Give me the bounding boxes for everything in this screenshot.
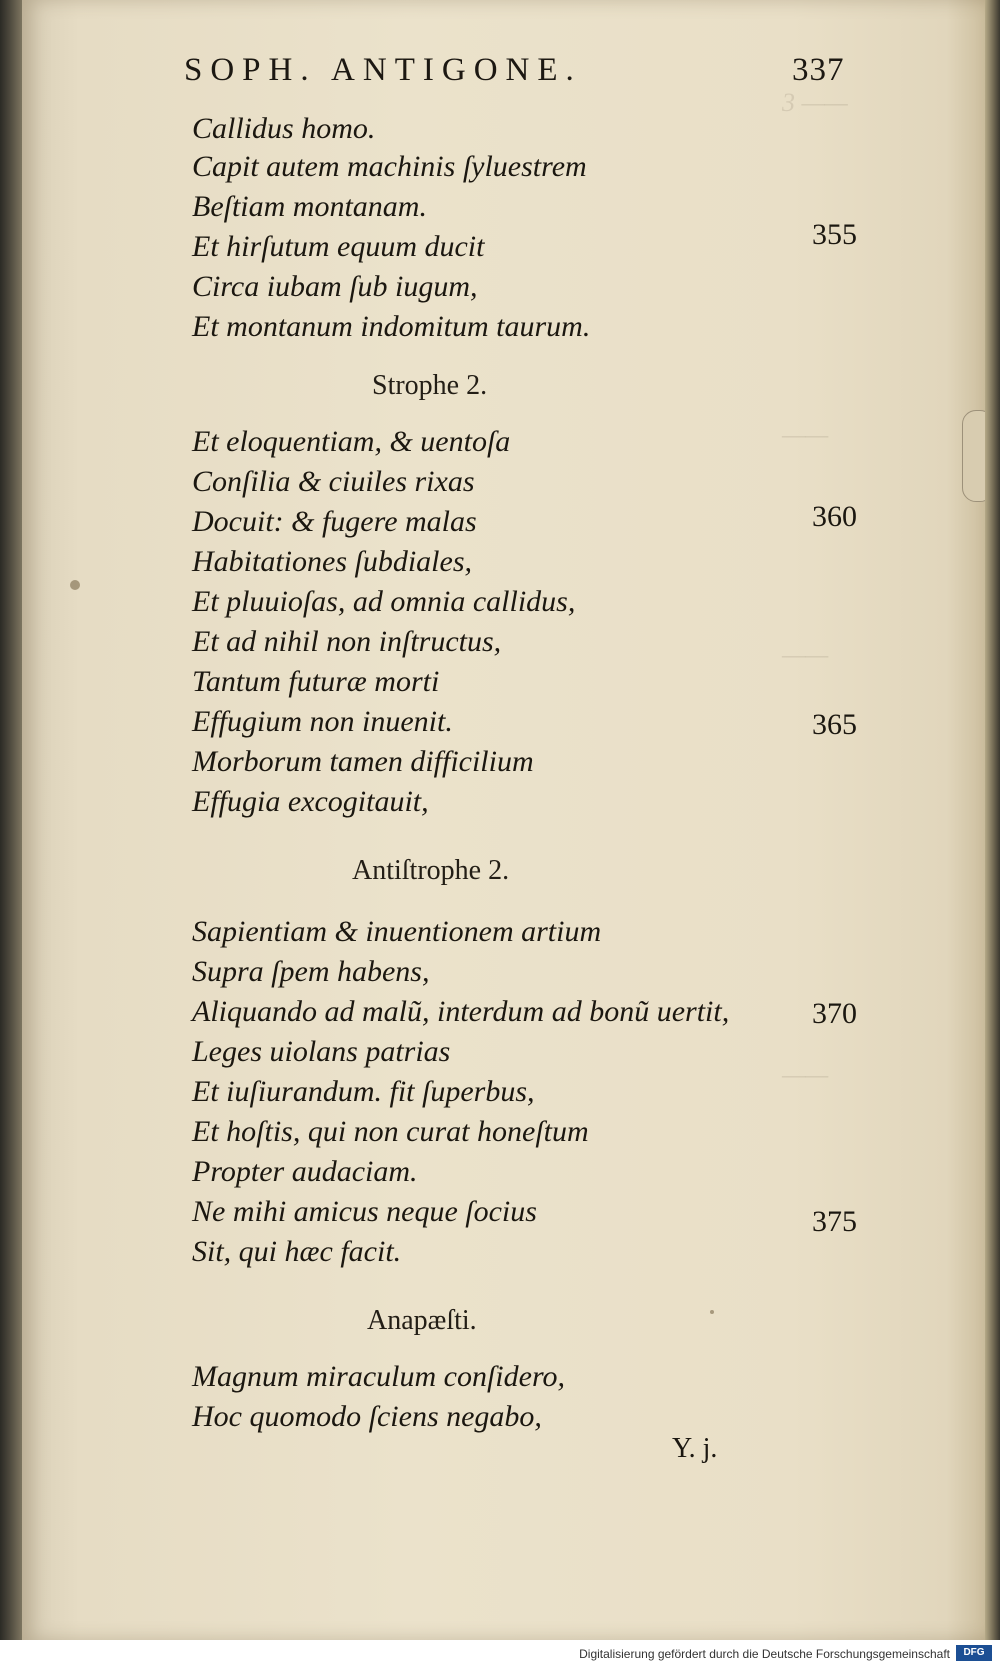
verse-line: Sapientiam & inuentionem artium <box>192 915 602 948</box>
verse-line: Supra ſpem habens, <box>192 955 430 988</box>
section-heading: Antiſtrophe 2. <box>352 855 510 886</box>
section-heading: Anapæſti. <box>367 1305 477 1336</box>
line-number: 370 <box>812 997 857 1030</box>
verse-line: Effugium non inuenit. <box>192 705 453 738</box>
bleed-through-text: —— <box>782 1060 829 1089</box>
funding-credit: Digitalisierung gefördert durch die Deutsche Forschungsgemeinschaft <box>579 1647 950 1661</box>
verse-line: Circa iubam ſub iugum, <box>192 270 478 303</box>
verse-line: Leges uiolans patrias <box>192 1035 451 1068</box>
section-heading: Strophe 2. <box>372 370 488 401</box>
verse-line: Capit autem machinis ſyluestrem <box>192 150 587 183</box>
line-number: 375 <box>812 1205 857 1238</box>
verse-line: Hoc quomodo ſciens negabo, <box>192 1400 542 1433</box>
paper-speck <box>70 580 80 590</box>
verse-line: Et ad nihil non inſtructus, <box>192 625 502 658</box>
verse-line: Ne mihi amicus neque ſocius <box>192 1195 537 1228</box>
verse-line: Sit, qui hæc facit. <box>192 1235 402 1268</box>
verse-line: Et montanum indomitum taurum. <box>192 310 591 343</box>
verse-line: Effugia excogitauit, <box>192 785 429 818</box>
verse-line: Beſtiam montanam. <box>192 190 427 223</box>
verse-line: Et iuſiurandum. fit ſuperbus, <box>192 1075 535 1108</box>
bleed-through-text: —— <box>782 420 829 449</box>
line-number: 355 <box>812 218 857 251</box>
verse-line: Tantum futuræ morti <box>192 665 440 698</box>
line-number: 365 <box>812 708 857 741</box>
page-number: 337 <box>792 52 845 88</box>
bleed-through-text: 3 —— <box>782 88 848 117</box>
bleed-through-text: —— <box>782 640 829 669</box>
verse-line: Et pluuioſas, ad omnia callidus, <box>192 585 576 618</box>
verse-line: Conſilia & ciuiles rixas <box>192 465 475 498</box>
running-title: SOPH. ANTIGONE. <box>184 52 582 88</box>
verse-line: Callidus homo. <box>192 112 376 145</box>
verse-line: Aliquando ad malũ, interdum ad bonũ uertit, <box>192 995 730 1028</box>
verse-line: Magnum miraculum conſidero, <box>192 1360 566 1393</box>
verse-line: Et hoſtis, qui non curat honeſtum <box>192 1115 589 1148</box>
verse-line: Morborum tamen difficilium <box>192 745 534 778</box>
verse-line: Propter audaciam. <box>192 1155 418 1188</box>
verse-line: Habitationes ſubdiales, <box>192 545 472 578</box>
signature-mark: Y. j. <box>672 1433 718 1464</box>
dfg-logo: DFG <box>956 1645 992 1661</box>
page-right-edge <box>985 0 1000 1640</box>
verse-line: Et eloquentiam, & uentoſa <box>192 425 511 458</box>
verse-line: Docuit: & fugere malas <box>192 505 477 538</box>
book-page <box>22 0 985 1640</box>
paper-speck <box>710 1310 714 1314</box>
verse-line: Et hirſutum equum ducit <box>192 230 485 263</box>
digitization-footer <box>0 1640 1000 1668</box>
book-spine-edge <box>0 0 22 1640</box>
line-number: 360 <box>812 500 857 533</box>
